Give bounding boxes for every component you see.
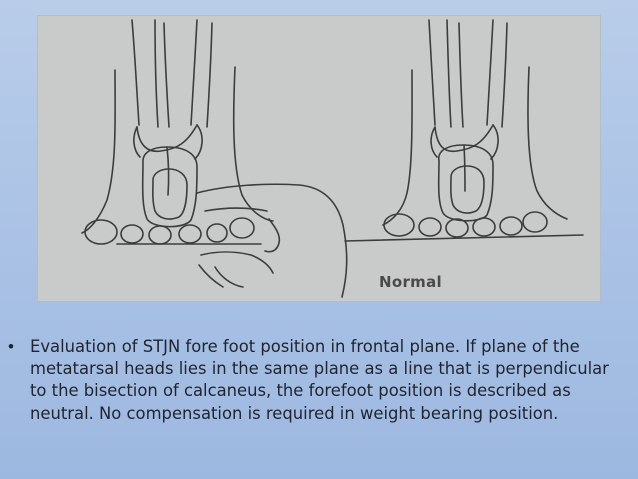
- normal-caption: Normal: [379, 273, 442, 291]
- foot-diagram-figure: [37, 15, 601, 302]
- bullet-text: Evaluation of STJN fore foot position in frontal plane. If plane of the metatarsal heads lies in the same plane as a line that is perpendicular to the bisection of calcaneus, the forefoot position is described as neutral. No compensation is required in weight bearing position.: [30, 337, 609, 423]
- foot-diagram-drawing: [37, 15, 601, 302]
- bullet-point: [8, 336, 630, 425]
- bullet-marker: •: [8, 337, 14, 356]
